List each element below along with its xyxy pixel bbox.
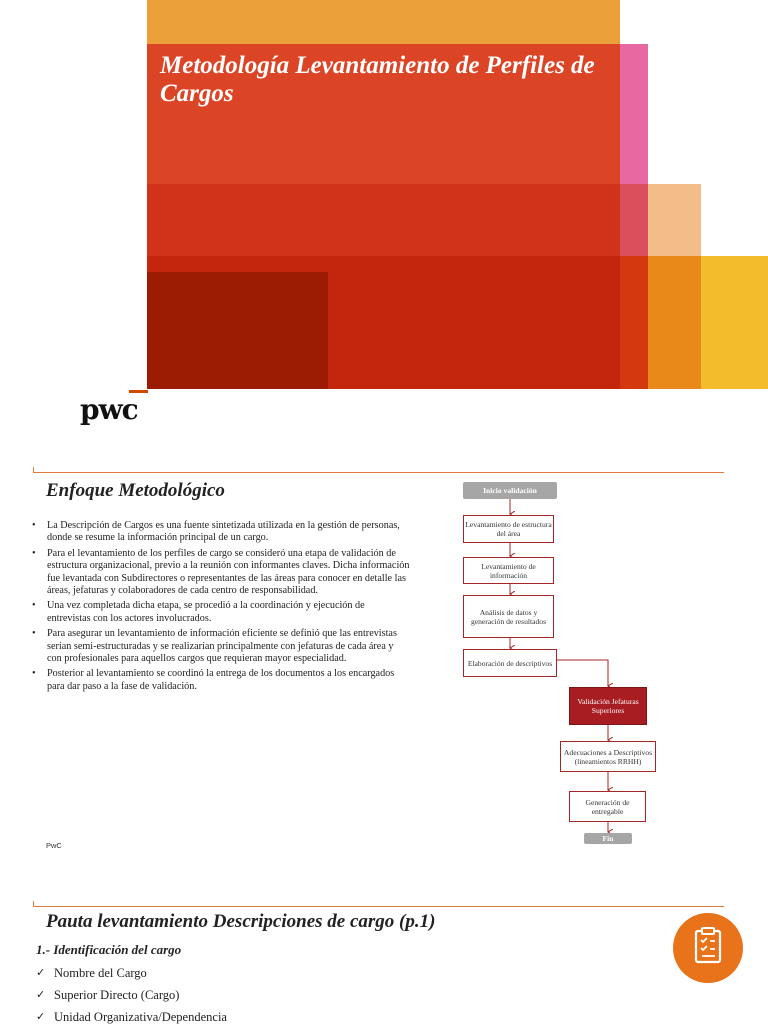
flow-step-structure: Levantamiento de estructura del área (463, 515, 554, 543)
slide-heading-guideline: Pauta levantamiento Descripciones de cargo (p.1) (46, 911, 436, 932)
checkmark-icon: ✓ (36, 989, 46, 1001)
checklist-item (36, 1006, 227, 1028)
checklist-item-label: Nombre del Cargo (54, 966, 147, 980)
slide-heading-methodology: Enfoque Metodológico (46, 480, 225, 501)
subheading-identification: 1.- Identificación del cargo (36, 942, 182, 957)
checklist-item-label: Unidad Organizativa/Dependencia (54, 1010, 227, 1024)
flow-step-validation: Validación Jefaturas Superiores (569, 687, 647, 725)
bullet-item: • Una vez completada dicha etapa, se procedió a la coordinación y ejecución de entrevistas con los actores involucrados. (30, 600, 410, 625)
section-rule (33, 906, 724, 907)
flow-start: Inicio validación (463, 482, 557, 499)
bullet-item: • La Descripción de Cargos es una fuente sintetizada utilizada en la gestión de personas, donde se resume la información principal de un cargo. (30, 520, 410, 545)
flow-step-adjustments: Adecuaciones a Descriptivos (lineamientos RRHH) (560, 741, 656, 772)
bullet-item: • Para asegurar un levantamiento de información eficiente se definió que las entrevistas serían semi-estructuradas y se realizarían principalmente con jefaturas de cada área y con profesionales para aquellos cargos que requieran mayor especialidad. (30, 628, 410, 665)
clipboard-check-icon (673, 913, 743, 983)
checkmark-icon: ✓ (36, 1011, 46, 1023)
presentation-title: Metodología Levantamiento de Perfiles de Cargos (160, 52, 595, 107)
flow-step-analysis: Análisis de datos y generación de resultados (463, 595, 554, 638)
checklist-item-label: Superior Directo (Cargo) (54, 988, 180, 1002)
checkmark-icon: ✓ (36, 967, 46, 979)
flow-step-descriptives: Elaboración de descriptivos (463, 649, 557, 677)
checklist-item (36, 962, 227, 984)
checklist-item (36, 984, 227, 1006)
flow-end: Fin (584, 833, 632, 844)
footer-pwc: PwC (46, 841, 62, 850)
bullet-item: • Posterior al levantamiento se coordinó la entrega de los documentos a los encargados para dar paso a la fase de validación. (30, 668, 410, 693)
identification-checklist (36, 962, 227, 1028)
bullet-item: • Para el levantamiento de los perfiles de cargo se consideró una etapa de validación de estructura organizacional, previo a la reunión con informantes claves. Dicha información fue levantada con Subdirectores o representantes de las áreas para conocer en detalle las áreas, jefaturas y colaboradores de cada centro de responsabilidad. (30, 548, 410, 598)
flow-step-information: Levantamiento de información (463, 557, 554, 584)
flow-step-deliverable: Generación de entregable (569, 791, 646, 822)
pwc-logo: pwc (80, 393, 138, 426)
